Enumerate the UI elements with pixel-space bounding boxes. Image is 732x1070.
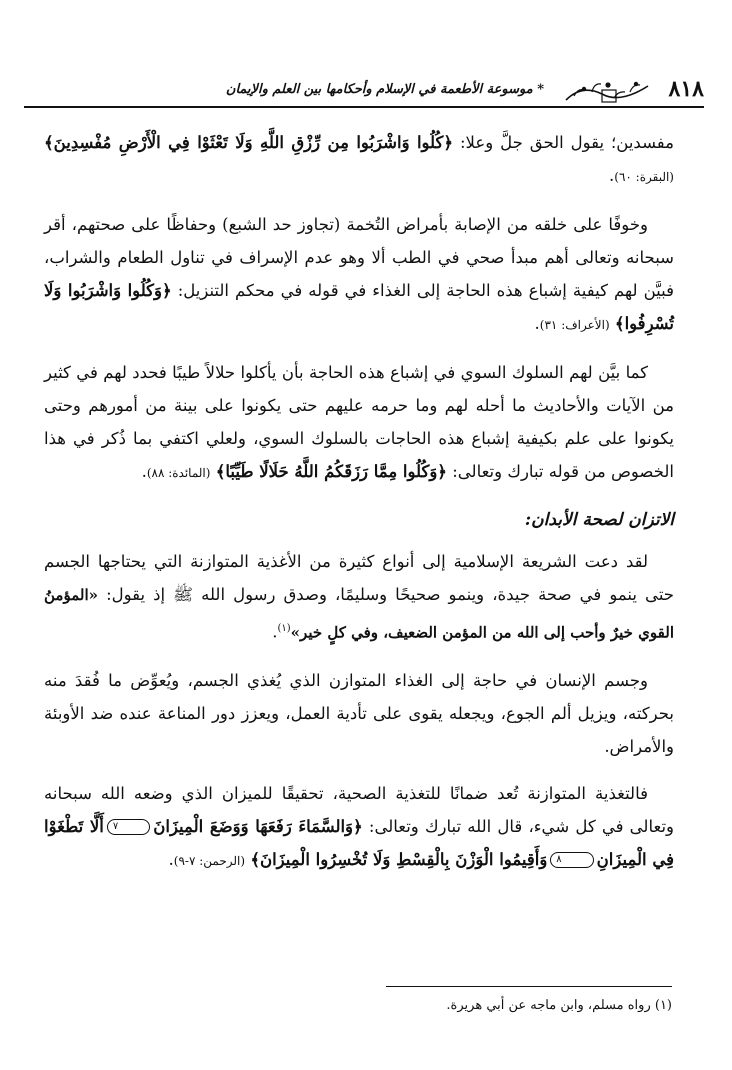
paragraph-4 (44, 545, 674, 650)
quran-verse: ﴿وَكُلُوا مِمَّا رَزَقَكُمُ اللَّهُ حَلَالًا طَيِّبًا﴾ (215, 462, 447, 481)
page-number: ٨١٨ (668, 76, 704, 102)
paragraph-5: وجسم الإنسان في حاجة إلى الغذاء المتوازن الذي يُغذي الجسم، ويُعوِّض ما فُقدَ منه بحركته، ويزيل ألم الجوع، ويجعله يقوى على تأدية العمل، ويعزز دور المناعة عنده ضد الأوبئة والأمراض. (44, 670, 674, 756)
verse-reference: (الأعراف: ٣١) (539, 318, 610, 332)
footnote-marker[interactable]: (١) (277, 623, 291, 634)
footnote: (١) رواه مسلم، وابن ماجه عن أبي هريرة. (446, 998, 672, 1013)
page-header (24, 72, 704, 112)
paragraph-end: . (272, 622, 278, 642)
header-rule (24, 106, 704, 108)
paragraph-end: . (141, 462, 147, 481)
quran-verse-part-2: أَلَّا تَطْغَوْا فِي الْمِيزَانِ (44, 816, 674, 869)
hadith-quote: «المؤمنُ القوي خيرٌ وأحب إلى الله من المؤمن الضعيف، وفي كلٍ خير» (44, 586, 674, 642)
ayah-number-8: ٨ (550, 852, 593, 868)
quran-verse: ﴿وَكُلُوا وَاشْرَبُوا وَلَا تُسْرِفُوا﴾ (44, 281, 674, 333)
quran-verse-part-1: ﴿وَالسَّمَاءَ رَفَعَهَا وَوَضَعَ الْمِيزَانَ (153, 816, 363, 836)
paragraph-6 (44, 777, 674, 878)
footnote-separator (386, 986, 672, 987)
verse-reference: (الرحمن: ٧-٩) (173, 853, 246, 868)
verse-reference: (المائدة: ٨٨) (146, 466, 211, 480)
quran-verse: ﴿كُلُوا وَاشْرَبُوا مِن رِّزْقِ اللَّهِ وَلَا تَعْثَوْا فِي الْأَرْضِ مُفْسِدِينَ﴾ (44, 133, 454, 152)
paragraph-text: كما بيَّن لهم السلوك السوي في إشباع هذه الحاجة بأن يأكلوا حلالاً طيبًا فحدد لهم في كثير من الآيات والأحاديث ما أحله لهم وما حرمه عليهم حتى يكونوا على بينة من أمورهم وحتى يكونوا على علم بكيفية إشباع هذه الحاجات بالسلوك السوي، ولعلي اكتفي بما ذُكر في هذا الخصوص من قوله تبارك وتعالى: (44, 363, 674, 481)
paragraph-text: وخوفًا على خلقه من الإصابة بأمراض التُخمة (تجاوز حد الشبع) وحفاظًا على صحتهم، أقر سبحانه وتعالى أهم مبدأ صحي في الطب ألا وهو عدم الإسراف في تناول الطعام والشراب، فبيَّن لهم كيفية إشباع هذه الحاجة إلى الغذاء في قوله في محكم التنزيل: (44, 215, 674, 300)
paragraph-end: . (168, 849, 174, 869)
ayah-number-7: ٧ (107, 819, 150, 835)
paragraph-text: فالتغذية المتوازنة تُعد ضمانًا للتغذية الصحية، تحقيقًا للميزان الذي وضعه الله سبحانه وتعالى في كل شيء، قال الله تبارك وتعالى: (44, 783, 674, 836)
paragraph-2 (44, 208, 674, 342)
quran-verse-part-3: وَأَقِيمُوا الْوَزْنَ بِالْقِسْطِ وَلَا تُخْسِرُوا الْمِيزَانَ﴾ (250, 849, 548, 869)
paragraph-end: . (534, 314, 540, 333)
verse-reference: (البقرة: ٦٠) (614, 170, 674, 184)
body-text (44, 126, 674, 892)
paragraph-end: . (609, 166, 615, 185)
paragraph-text: لقد دعت الشريعة الإسلامية إلى أنواع كثيرة من الأغذية المتوازنة التي يحتاجها الجسم حتى ينمو في صحة جيدة، وينمو صحيحًا وسليمًا، وصدق رسول الله ﷺ إذ يقول: (44, 552, 674, 604)
floral-ornament-icon (562, 76, 652, 106)
section-heading: الاتزان لصحة الأبدان: (524, 510, 674, 530)
paragraph-3 (44, 356, 674, 490)
running-title: * موسوعة الأطعمة في الإسلام وأحكامها بين العلم والإيمان (225, 82, 544, 97)
paragraph-1 (44, 126, 674, 194)
paragraph-text: مفسدين؛ يقول الحق جلَّ وعلا: (453, 133, 674, 152)
